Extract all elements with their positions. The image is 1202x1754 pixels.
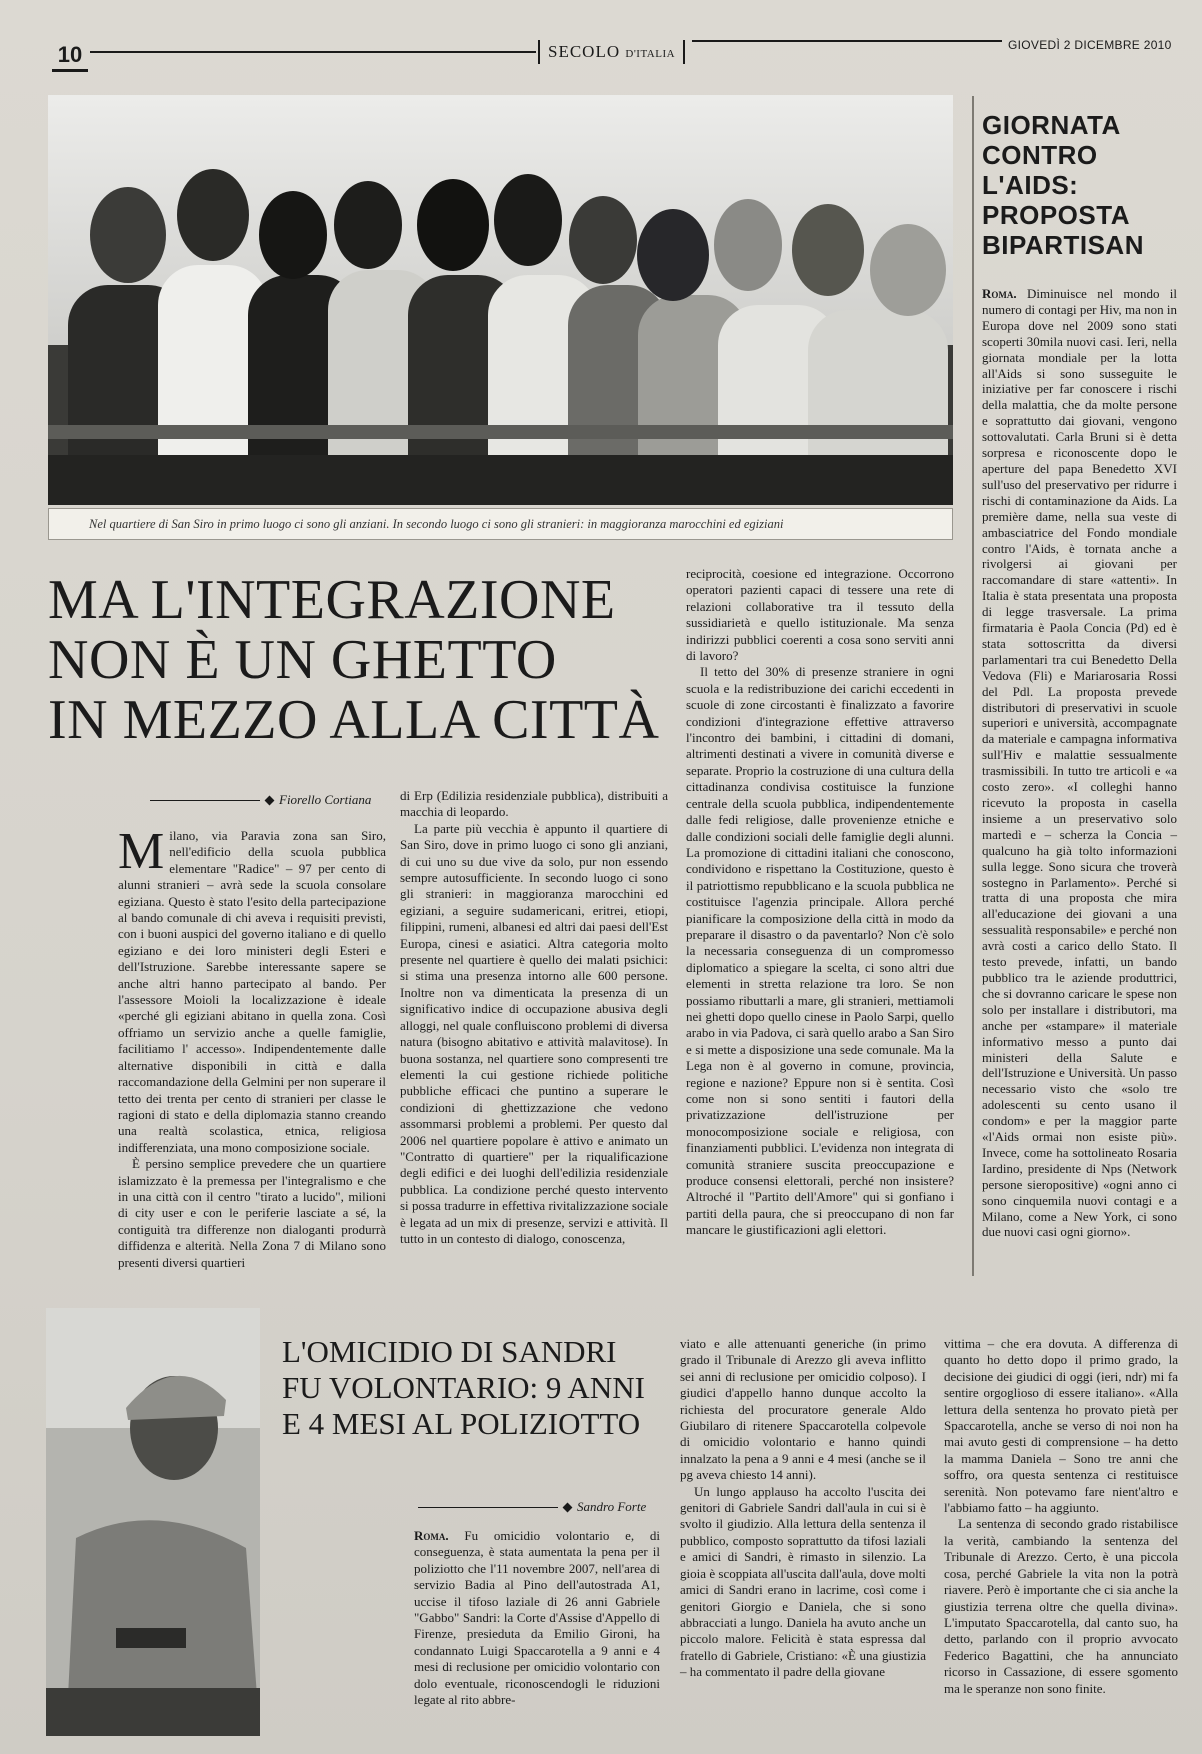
headline2-line-1: L'OMICIDIO DI SANDRI (282, 1334, 617, 1369)
article-col-2 (400, 788, 668, 1247)
sidebar-kicker: Roma. (982, 286, 1017, 301)
article2-col-3 (944, 1336, 1178, 1697)
article-byline (150, 792, 371, 808)
article2-col1-text: Fu omicidio volontario e, di conseguenza, è stata aumentata la pena per il poliziotto che l'11 novembre 2007, nell'area di servizio Badia al Pino dell'autostrada A1, uccise il tifoso laziale di 26 anni Gabriele "Gabbo" Sandri: la Corte d'Assise d'Appello di Firenze, presieduta da Emilio Gironi, ha condannato Luigi Spaccarotella a 9 anni e 4 mesi di reclusione per omicidio volontario con dolo eventuale, riconoscendogli le riduzioni legate al rito abbre- (414, 1528, 661, 1708)
headline-line-1: MA L'INTEGRAZIONE (48, 569, 616, 631)
article2-col2-p1: viato e alle attenuanti generiche (in primo grado il Tribunale di Arezzo gli aveva inflitto sei anni di reclusione per omicidio colposo). I giudici d'appello hanno dunque accolto la richiesta del procuratore generale Aldo Giubilaro di ritenere Spaccarotella colpevole di omicidio volontario e hanno quindi innalzato la pena a 9 anni e 4 mesi (anche se il pg aveva chiesto 14 anni). (680, 1336, 926, 1483)
header-rule-left (90, 51, 536, 53)
article2-col-2 (680, 1336, 926, 1681)
article-col3-p2: Il tetto del 30% di presenze straniere in ogni scuola e la redistribuzione dei carichi eccedenti in scuole di zone circostanti è finalizzato a favorire condizioni d'integrazione effettive attraverso l'incontro dei bambini, i cittadini di domani, altrimenti destinati a vivere in comunità diverse e separate. Proprio la costruzione di una cultura della cittadinanza condivisa costituisce la funzione centrale della scuola pubblica, indipendentemente dalle fedi religiose, dalle provenienze etniche e dalle condizioni sociali delle famiglie degli alunni. La promozione di cittadini italiani che conoscono, condividono e rispettano la Costituzione, questo è il patriottismo repubblicano e la scuola pubblica ne costituisce l'agenzia principale. Allora perché pianificare la composizione della città in modo da preparare il disastro o da paventarlo? Non c'è solo la necessaria conseguenza di un compromesso diplomatico a spiegare la scelta, ci sono altri due elementi in stretta relazione tra loro. Se non possiamo ributtarli a mare, gli stranieri, mettiamoli nei ghetti dopo quello cinese in Paolo Sarpi, quello arabo in via Padova, ci sarà quello arabo a San Siro e si mette a disposizione una sede comunale. Ma la Lega non è al governo in comune, provincia, regione e nazione? Eppure non si è sentita. Così come non si sono sentiti i fautori della privatizzazione dell'istruzione per monocomposizione sociale e religiosa, con finanziamenti pubblici. L'evidenza non integrata di comunità straniere suscita preoccupazione e produce consensi elettorali, perché non insistere? Altroché il "Partito dell'Amore" qui si gonfiano i partiti della paura, che si preoccupano di non far mancare le giustificazioni agli elettori. (686, 664, 954, 1238)
article-col2-p2: La parte più vecchia è appunto il quartiere di San Siro, dove in primo luogo ci sono gli anziani, di cui uno su due vive da solo, pur non essendo sempre autosufficiente. In secondo luogo ci sono gli stranieri: in maggioranza marocchini ed egiziani, a seguire sudamericani, eritrei, etiopi, filippini, rumeni, albanesi ed altri dai paesi dell'Est Europa, cinesi e asiatici. Altra categoria molto presente nel quartiere è quello dei malati psichici: si stima una presenza intorno alle 600 persone. Inoltre non va dimenticata la presenza di un significativo indice di occupazione abusiva degli alloggi, nel quale confluiscono problemi di diversa natura (bisogno abitativo e attività malavitose). In buona sostanza, nel quartiere sono compresenti tre elementi la cui gestione richiede politiche pubbliche efficaci che puntino a superare le condizioni di ghettizzazione che vedono assommarsi problemi a problemi. Per questo dal 2006 nel quartiere popolare è attivo e animato un "Contratto di quartiere" per la riqualificazione degli edifici e dei luoghi dell'edilizia residenziale pubblica. La condizione perché questo intervento si possa tradurre in effettiva rivitalizzazione sociale è legata ad un mix di presenze, servizi e attività. Il tutto in un contesto di dialogo, conoscenza, (400, 820, 668, 1246)
byline-rule (150, 800, 260, 801)
dropcap: M (118, 823, 165, 880)
page-number: 10 (52, 40, 88, 72)
article-col2-p1: di Erp (Edilizia residenziale pubblica), distribuiti a macchia di leopardo. (400, 788, 668, 820)
main-photo-crowd (48, 95, 953, 505)
headline-line-2: NON È UN GHETTO (48, 629, 557, 691)
sidebar-body (982, 286, 1177, 1240)
article2-col-1 (414, 1528, 660, 1708)
diamond-icon (563, 1502, 573, 1512)
newspaper-name-small: D'ITALIA (625, 48, 676, 60)
diamond-icon (265, 795, 275, 805)
article2-byline (418, 1499, 646, 1515)
newspaper-name-main: SECOLO (548, 42, 621, 61)
article2-col3-p1: vittima – che era dovuta. A differenza di quanto ho detto dopo il primo grado, la decisione dei giudici di oggi (ieri, ndr) mi fa sentire orgoglioso di essere italiano». «Alla lettura della sentenza ho provato pietà per Spaccarotella, anche se verso di noi non ha mai avuto gesti di comprensione – ha detto la mamma Daniela – Sono tre anni che soffro, ora questa sentenza ci restituisce serenità. Non potevamo fare nient'altro e l'abbiamo fatto – ha aggiunto. (944, 1336, 1178, 1516)
headline2-line-2: FU VOLONTARIO: 9 ANNI (282, 1370, 645, 1405)
byline2-rule (418, 1507, 558, 1508)
main-photo-caption: Nel quartiere di San Siro in primo luogo ci sono gli anziani. In secondo luogo ci sono gli stranieri: in maggioranza marocchini ed egiziani (48, 508, 953, 540)
article-col-1 (118, 823, 386, 1271)
article2-kicker: Roma. (414, 1528, 449, 1543)
sidebar-aids (972, 96, 1177, 1276)
article-headline (48, 570, 688, 750)
article-author: Fiorello Cortiana (279, 792, 372, 807)
issue-date: GIOVEDÌ 2 DICEMBRE 2010 (1008, 38, 1172, 52)
article2-col2-p2: Un lungo applauso ha accolto l'uscita dei genitori di Gabriele Sandri dall'aula in cui si è svolto il giudizio. Alla lettura della sentenza il pubblico, composto soprattutto da tifosi laziali e amici di Sandri, è rimasto in silenzio. La gioia è scoppiata all'uscita dall'aula, dove molti amici di Sandri erano in lacrime, così come i genitori Giorgio e Daniela, che si sono abbracciati a lungo. Daniela ha avuto anche un piccolo malore. Felicità è stata espressa dal fratello di Gabriele, Cristiano: «È una giustizia – ha commentato il padre della giovane (680, 1483, 926, 1680)
sidebar-title: GIORNATA CONTRO L'AIDS: PROPOSTA BIPARTISAN (982, 110, 1144, 260)
article-col1-p2: È persino semplice prevedere che un quartiere islamizzato è la premessa per l'integralismo e che in una città con il centro "tirato a lucido", milioni di city user e con le periferie lasciate a sé, la contiguità tra differenze non dialoganti produrrà diffidenza e alterità. Nella Zona 7 di Milano sono presenti diversi quartieri (118, 1156, 386, 1270)
header-rule-right (692, 40, 1002, 42)
headline-line-3: IN MEZZO ALLA CITTÀ (48, 689, 660, 751)
main-photo (48, 95, 953, 505)
article2-headline (282, 1334, 662, 1442)
article-col1-text-1: ilano, via Paravia zona san Siro, nell'edificio della scuola pubblica elementare "Radice" – 97 per cento di alunni stranieri – avrà sede la scuola consolare egiziana. Questo è stato l'esito della partecipazione al bando comunale di chi aveva i requisiti previsti, con i buoni auspici del governo italiano e di quello egiziano e dei loro ministeri degli Esteri e dell'Istruzione. Sarebbe interessante sapere se anche altri hanno partecipato al bando. Per l'assessore Moioli la localizzazione è ideale «perché gli egiziani abitano in quella zona. Così offriamo un servizio anche a quelle famiglie, facilitiamo l' accesso». Indipendentemente dalle alternative disponibili in città e dalla raccomandazione della Gelmini per non superare il tetto dei trenta per cento di stranieri per classe le ragioni di stato e della diplomazia stanno creando una realtà scolastica, etnica, religiosa indifferenziata, una mono composizione sociale. (118, 828, 386, 1155)
article2-col3-p2: La sentenza di secondo grado ristabilisce la verità, cambiando la sentenza del Tribunale di Arezzo. Certo, è una piccola cosa, perché Gabriele la vita non la potrà riavere. Però è importante che ci sia anche la giustizia terrena oltre che quella divina». L'imputato Spaccarotella, dal canto suo, ha detto, parlando con il proprio avvocato Federico Bagattini, che ha annunciato ricorso in Cassazione, di essere sgomento ma le speranze non sono finite. (944, 1516, 1178, 1696)
newspaper-name (538, 40, 685, 64)
article2-col1-p1 (414, 1528, 660, 1708)
sidebar-text: Diminuisce nel mondo il numero di contagi per Hiv, ma non in Europa dove nel 2009 sono stati scoperti 30mila nuovi casi. Ieri, nella giornata mondiale per la lotta all'Aids si sono susseguite le iniziative per far conoscere i rischi della malattia, che da molte persone e soprattutto dai giovani, vengono sottovalutati. Carla Bruni si è detta sorpresa e riconoscente dopo le aperture del papa Benedetto XVI sull'uso del preservativo per ridurre i rischi di contaminazione da Aids. La première dame, nella sua veste di ambasciatrice del Fondo mondiale contro l'Aids, è tornata anche a rivolgersi ai giovani per raccomandare di stare «attenti». In Italia è stata presentata una proposta di legge trasversale. La prima firmataria è Paola Concia (Pd) ed è stata sottoscritta da diversi parlamentari tra cui Benedetto Della Vedova (Fli) e Mariarosaria Rossi del Pdl. La proposta prevede distributori di preservativi in scuole superiori e università, accompagnate da materiale e campagna informativa sull'Hiv e malattie sessualmente trasmissibili. In tutto tre articoli e «a costo zero». «I colleghi hanno ricevuto la proposta in casella insieme a un preservativo solo martedì e – scherza la Concia – qualcuno ha già tolto informazioni sulla legge. Sono sicura che troverà sostegno in Parlamento». Perché si tratta di una proposta che mira all'educazione dei giovani a una sessualità responsabile» e perché non avrà costi a carico dello Stato. Il testo prevede, infatti, un bando pubblico tra le aziende produttrici, che si dovranno caricare le spese non solo per installare i distributori, ma anche per «stampare» il materiale informativo messo a punto dai ministeri della Salute e dell'Istruzione e Università. Un passo necessario visto che «solo tre adolescenti su cento usano il condom» e per la maggior parte «l'Aids ormai non esiste più». Invece, come ha sottolineato Rosaria Iardino, presidente di Nps (Network persone sieropositive) «ogni anno ci sono cinquemila nuovi contagi e a Milano, come a New York, ci sono due nuovi casi ogni giorno». (982, 286, 1178, 1240)
article-col-3 (686, 566, 954, 1239)
bottom-photo-man (46, 1308, 260, 1736)
article-col3-p1: reciprocità, coesione ed integrazione. Occorrono operatori pazienti capaci di tessere una rete di relazioni collaborative tra il tessuto della sussidiarietà e quello istituzionale. Ma senza indirizzi pubblici coerenti a cosa sono serviti anni di lavoro? (686, 566, 954, 664)
article-col1-p1 (118, 823, 386, 1156)
headline2-line-3: E 4 MESI AL POLIZIOTTO (282, 1406, 641, 1441)
bottom-photo (46, 1308, 260, 1736)
article2-author: Sandro Forte (577, 1499, 647, 1514)
